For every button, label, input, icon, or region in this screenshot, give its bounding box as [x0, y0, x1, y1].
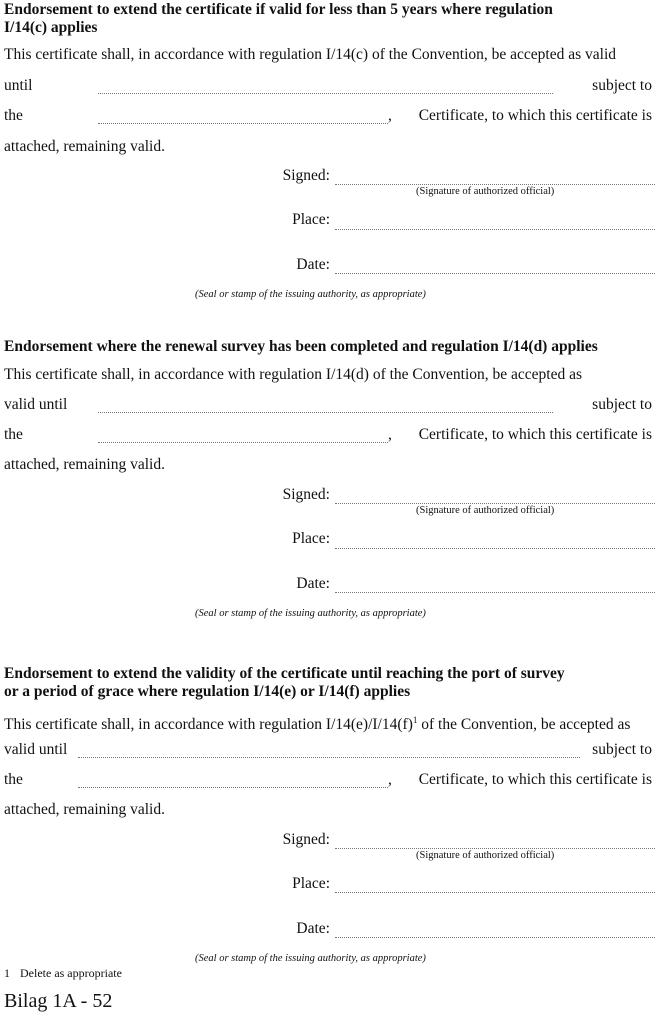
comma: , — [388, 107, 392, 124]
place-label: Place: — [292, 211, 330, 228]
certificate-text: Certificate, to which this certificate is — [418, 771, 652, 788]
body-text-pre: This certificate shall, in accordance with regulation I/14(e)/I/14(f) — [4, 716, 413, 734]
section-heading: Endorsement to extend the validity of the certificate until reaching the port of survey — [4, 665, 565, 682]
seal-text: (Seal or stamp of the issuing authority, as appropriate) — [195, 608, 426, 619]
signed-field[interactable] — [335, 184, 655, 185]
certificate-text: Certificate, to which this certificate is — [418, 426, 652, 443]
body-text: This certificate shall, in accordance with regulation I/14(c) of the Convention, be accepted as valid — [4, 46, 617, 63]
date-label: Date: — [296, 920, 330, 937]
signed-field[interactable] — [335, 848, 655, 849]
date-label: Date: — [296, 256, 330, 273]
comma: , — [388, 426, 392, 443]
date-label: Date: — [296, 575, 330, 592]
footnote-text: Delete as appropriate — [20, 966, 122, 980]
certificate-type-field[interactable] — [98, 442, 388, 443]
attached-text: attached, remaining valid. — [4, 456, 165, 473]
section-heading-cont: or a period of grace where regulation I/14(e) or I/14(f) applies — [4, 683, 411, 700]
signed-label: Signed: — [282, 831, 330, 848]
signature-caption: (Signature of authorized official) — [416, 505, 555, 516]
signed-label: Signed: — [282, 486, 330, 503]
date-field[interactable] — [335, 273, 655, 274]
page-label: Bilag 1A - 52 — [4, 990, 113, 1012]
body-text-post: of the Convention, be accepted as — [417, 716, 631, 734]
section-heading: Endorsement to extend the certificate if valid for less than 5 years where regulation — [4, 1, 553, 18]
until-label: valid until — [4, 396, 68, 413]
date-field[interactable] — [335, 592, 655, 593]
certificate-type-field[interactable] — [98, 123, 388, 124]
place-field[interactable] — [335, 892, 655, 893]
attached-text: attached, remaining valid. — [4, 138, 165, 155]
certificate-text: Certificate, to which this certificate is — [418, 107, 652, 124]
body-text — [4, 711, 630, 734]
place-label: Place: — [292, 875, 330, 892]
place-field[interactable] — [335, 548, 655, 549]
subject-to-text: subject to — [592, 396, 652, 413]
until-label: valid until — [4, 741, 68, 758]
attached-text: attached, remaining valid. — [4, 801, 165, 818]
signature-caption: (Signature of authorized official) — [416, 186, 555, 197]
until-label: until — [4, 77, 33, 94]
subject-to-text: subject to — [592, 741, 652, 758]
place-field[interactable] — [335, 229, 655, 230]
the-label: the — [4, 107, 23, 124]
footnote-ref: 1 — [412, 715, 418, 725]
signature-caption: (Signature of authorized official) — [416, 850, 555, 861]
body-text: This certificate shall, in accordance with regulation I/14(d) of the Convention, be accepted as — [4, 366, 583, 383]
certificate-type-field[interactable] — [78, 787, 388, 788]
signed-label: Signed: — [282, 167, 330, 184]
seal-text: (Seal or stamp of the issuing authority, as appropriate) — [195, 289, 426, 300]
seal-text: (Seal or stamp of the issuing authority, as appropriate) — [195, 953, 426, 964]
valid-until-field[interactable] — [98, 412, 553, 413]
date-field[interactable] — [335, 937, 655, 938]
place-label: Place: — [292, 530, 330, 547]
comma: , — [388, 771, 392, 788]
valid-until-field[interactable] — [78, 757, 580, 758]
subject-to-text: subject to — [592, 77, 652, 94]
section-heading-cont: I/14(c) applies — [4, 19, 98, 36]
footnote — [4, 966, 122, 981]
section-heading: Endorsement where the renewal survey has been completed and regulation I/14(d) applies — [4, 338, 598, 355]
footnote-number: 1 — [4, 966, 10, 980]
the-label: the — [4, 771, 23, 788]
the-label: the — [4, 426, 23, 443]
valid-until-field[interactable] — [98, 93, 553, 94]
signed-field[interactable] — [335, 503, 655, 504]
